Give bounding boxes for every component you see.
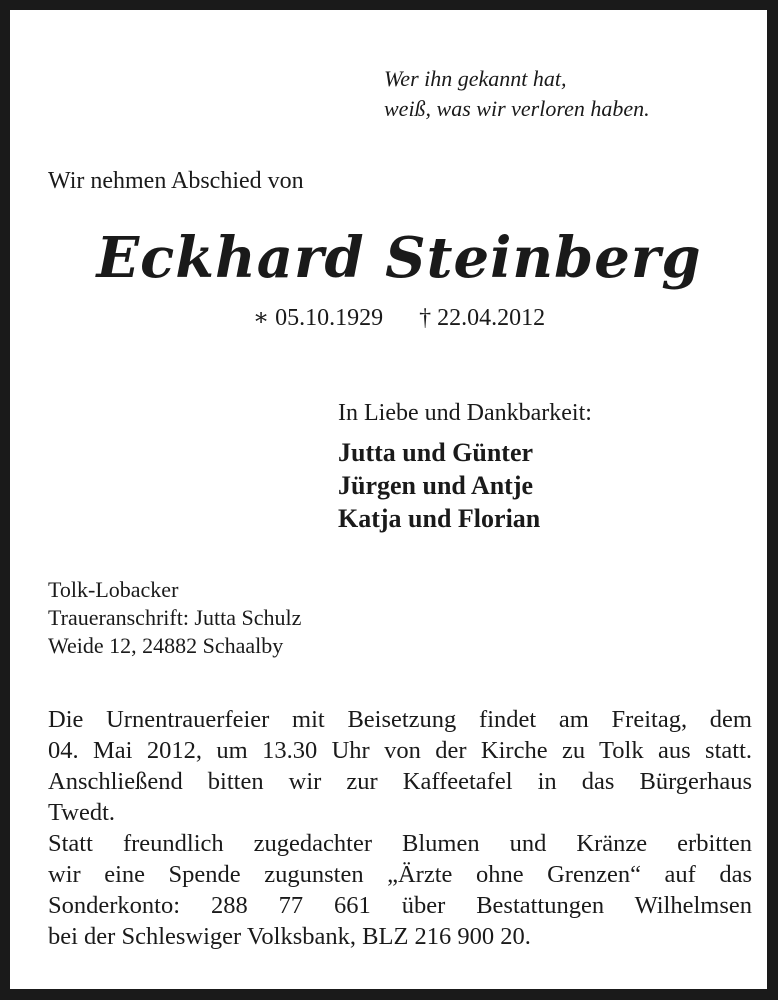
announcement-line: Sonderkonto: 288 77 661 über Bestattungen Wilhelmsen [48,892,752,919]
intro-text: Wir nehmen Abschied von [48,168,304,194]
announcement-line: Twedt. [48,799,116,826]
death-date: † 22.04.2012 [419,305,546,331]
announcement-line: wir eine Spende zugunsten „Ärzte ohne Grenzen“ auf das [48,861,752,888]
announcement-line: Die Urnentrauerfeier mit Beisetzung findet am Freitag, dem [48,706,752,733]
address-line-3: Weide 12, 24882 Schaalby [48,633,284,658]
birth-date: ∗ 05.10.1929 [252,305,384,331]
mourners-list [338,436,540,535]
mourner-name: Katja und Florian [338,504,541,533]
mourner-name: Jutta und Günter [338,438,534,467]
motto-line-2: weiß, was wir verloren haben. [384,96,650,121]
life-dates [10,302,778,334]
announcement-line: Anschließend bitten wir zur Kaffeetafel in das Bürgerhaus [48,768,752,795]
mourners-heading: In Liebe und Dankbarkeit: [338,400,592,426]
address-line-2: Traueranschrift: Jutta Schulz [48,605,302,630]
announcement-line: Statt freundlich zugedachter Blumen und Kränze erbitten [48,830,752,857]
announcement-line: 04. Mai 2012, um 13.30 Uhr von der Kirche zu Tolk aus statt. [48,737,752,764]
announcement-text [48,704,752,952]
mourning-address [48,576,301,660]
deceased-name: Eckhard Steinberg [96,225,702,291]
motto-line-1: Wer ihn gekannt hat, [384,66,567,91]
motto-quote [384,64,650,124]
address-line-1: Tolk-Lobacker [48,577,179,602]
mourner-name: Jürgen und Antje [338,471,534,500]
announcement-line: bei der Schleswiger Volksbank, BLZ 216 900 20. [48,923,531,950]
